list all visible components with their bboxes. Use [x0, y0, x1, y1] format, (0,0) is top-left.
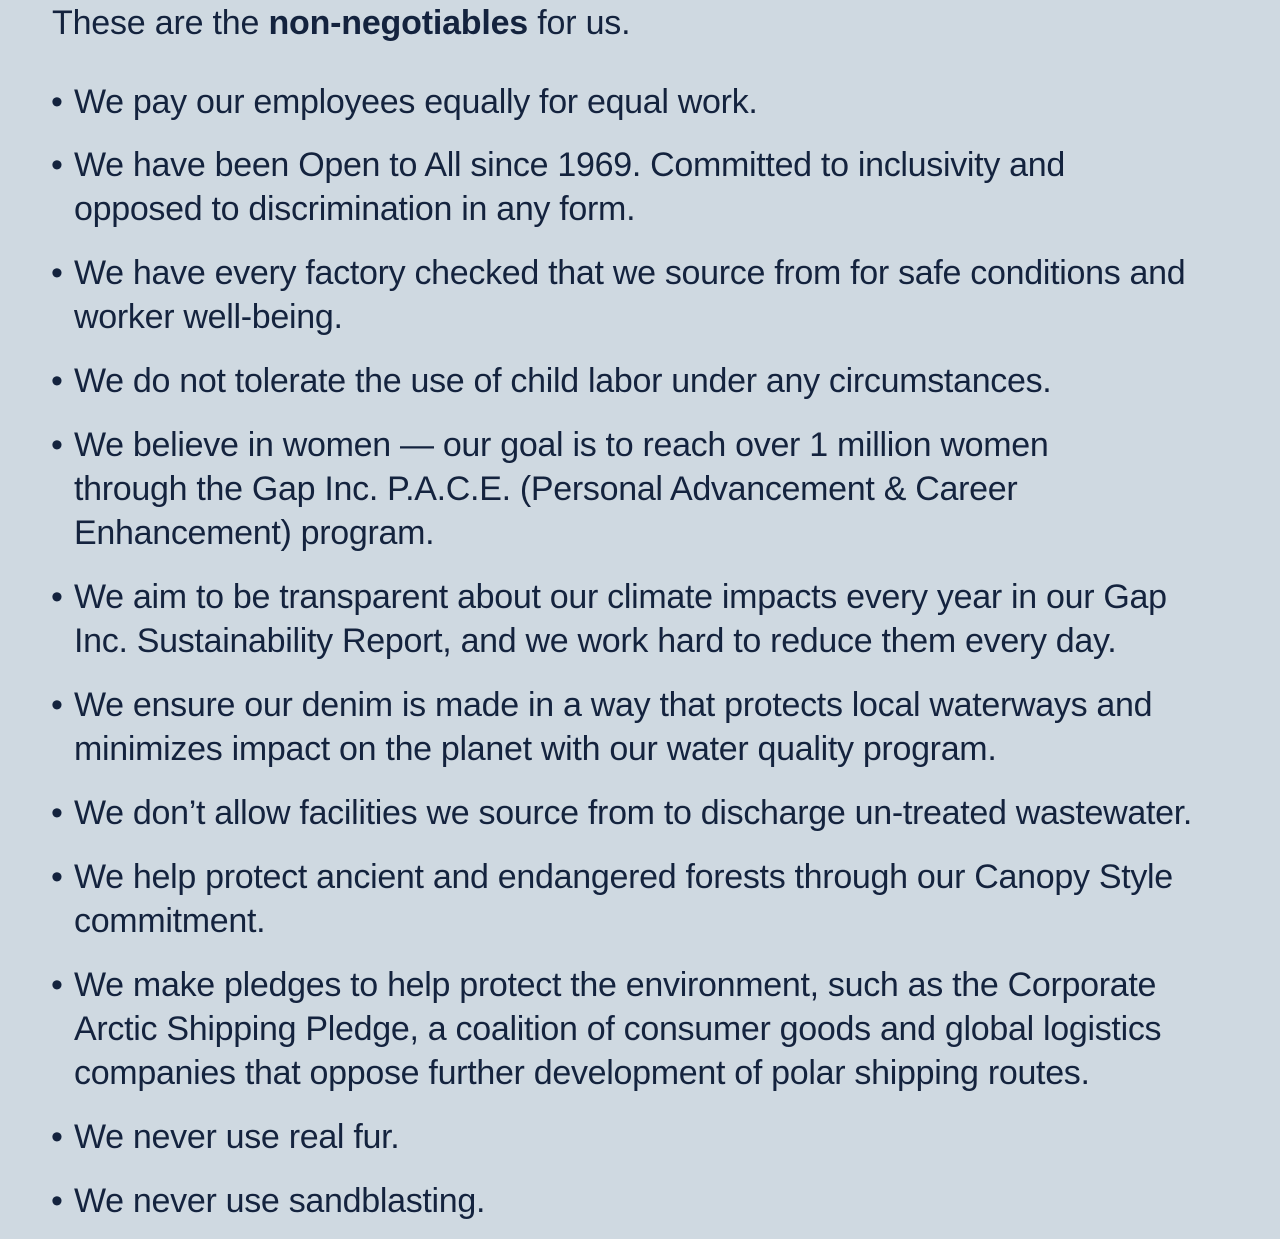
- list-item-text: Enhancement) program.: [74, 514, 435, 552]
- bullet-icon: •: [51, 686, 63, 724]
- bullet-icon: •: [51, 794, 63, 832]
- list-item-text: through the Gap Inc. P.A.C.E. (Personal Advancement & Career: [74, 470, 1018, 508]
- bullet-icon: •: [51, 1182, 63, 1220]
- list-item: [50, 251, 1280, 339]
- bullet-icon: •: [51, 83, 63, 121]
- list-item: [50, 1115, 1280, 1159]
- intro-text-bold: non-negotiables: [268, 4, 529, 42]
- intro-heading: [52, 3, 630, 43]
- list-item-text: companies that oppose further development of polar shipping routes.: [74, 1054, 1090, 1092]
- bullet-icon: •: [51, 966, 63, 1004]
- list-item-text: opposed to discrimination in any form.: [74, 190, 636, 228]
- bullet-icon: •: [51, 146, 63, 184]
- list-item: [50, 575, 1280, 663]
- list-item-text: We help protect ancient and endangered forests through our Canopy Style: [74, 858, 1173, 896]
- bullet-icon: •: [51, 426, 63, 464]
- list-item-text: Arctic Shipping Pledge, a coalition of consumer goods and global logistics: [74, 1010, 1162, 1048]
- list-item-text: We aim to be transparent about our climate impacts every year in our Gap: [74, 578, 1167, 616]
- list-item-text: We never use real fur.: [74, 1118, 400, 1156]
- list-item-text: We believe in women — our goal is to reach over 1 million women: [74, 426, 1049, 464]
- list-item-text: We never use sandblasting.: [74, 1182, 486, 1220]
- intro-text-before: These are the: [52, 4, 269, 42]
- bullet-icon: •: [51, 254, 63, 292]
- intro-text-after: for us.: [528, 4, 631, 42]
- list-item: [50, 359, 1280, 403]
- list-item-text: We have been Open to All since 1969. Committed to inclusivity and: [74, 146, 1065, 184]
- list-item: [50, 143, 1280, 231]
- list-item: [50, 791, 1280, 835]
- bullet-icon: •: [51, 578, 63, 616]
- bullet-icon: •: [51, 858, 63, 896]
- list-item-text: worker well-being.: [74, 298, 343, 336]
- list-item: [50, 963, 1280, 1095]
- list-item-text: Inc. Sustainability Report, and we work hard to reduce them every day.: [74, 622, 1117, 660]
- list-item-text: We pay our employees equally for equal work.: [74, 83, 758, 121]
- list-item-text: We make pledges to help protect the environment, such as the Corporate: [74, 966, 1157, 1004]
- list-item: [50, 80, 1280, 124]
- list-item-text: We don’t allow facilities we source from to discharge un-treated wastewater.: [74, 794, 1192, 832]
- list-item-text: We ensure our denim is made in a way that protects local waterways and: [74, 686, 1153, 724]
- list-item: [50, 423, 1280, 555]
- list-item-text: minimizes impact on the planet with our water quality program.: [74, 730, 997, 768]
- list-item-text: commitment.: [74, 902, 266, 940]
- list-item-text: We have every factory checked that we source from for safe conditions and: [74, 254, 1186, 292]
- list-item: [50, 683, 1280, 771]
- list-item: [50, 1179, 1280, 1223]
- list-item: [50, 855, 1280, 943]
- bullet-icon: •: [51, 1118, 63, 1156]
- bullet-icon: •: [51, 362, 63, 400]
- list-item-text: We do not tolerate the use of child labor under any circumstances.: [74, 362, 1052, 400]
